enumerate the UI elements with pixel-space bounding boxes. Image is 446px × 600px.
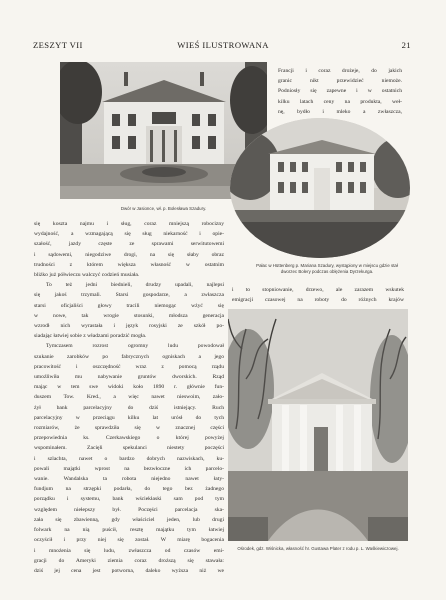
portico-photo	[228, 309, 408, 541]
text-line: mając w tem swe widoki koło 1890 r. głównie fun-	[34, 384, 224, 391]
text-line: żył bank parcelacyjny do dziś istniejący. Ruch	[34, 404, 224, 411]
main-text-column	[34, 219, 224, 576]
middle-line: emigracji czasowej na roboty do różnych krajów	[232, 297, 404, 304]
text-line: powali majątki wprost na bezwłoczne ich parcelo-	[34, 465, 224, 472]
manor-house-caption: Dwór w Jasionce, wł. p. Bolesława Szadury.	[120, 206, 207, 211]
text-line: się koszta najmu i sług, coraz mniejszą robocizny	[34, 221, 224, 227]
text-line: rozmiarów, że sprawdziła się w znacznej części	[34, 425, 224, 432]
journal-title: WIEŚ ILUSTROWANA	[177, 40, 269, 50]
text-line: wzrodł nich wyrastała i język rosyjski ze szkół po-	[34, 323, 224, 330]
text-line: trudności z którem większa własność w ostatnim	[34, 261, 224, 268]
text-line: gracji do Ameryki ziemia coraz droższą się stawała:	[34, 557, 224, 564]
issue-label: ZESZYT VII	[33, 40, 83, 50]
middle-text	[232, 285, 404, 305]
text-line: wanie. Wandalska ta robota niejedno nawet łaty-	[34, 476, 224, 483]
text-line: szałość, jazdy częste ze sprawami serwitutowemi	[34, 241, 224, 248]
text-line: parcelacyjny w przeciągu kilku lat urósł do tych	[34, 414, 224, 421]
text-line: przepowiednia ks. Czerkawskiego o której powyżej	[34, 435, 224, 442]
intro-line: nę, bydło i mleko a zwłaszcza,	[278, 108, 402, 115]
text-line: umożliwiła mu nabywanie gruntów dworskich. Rząd	[34, 374, 224, 381]
text-line: To też jedni biednieli, drudzy upadali, najlepsi	[46, 282, 224, 289]
text-line: względem niełepszy był. Poczęści parcelacja ska-	[34, 506, 224, 513]
palace-image	[230, 118, 410, 258]
intro-line: Podniosły się zapewne i w ostatnich	[278, 88, 402, 95]
text-line: i szlachta, nawet o bardzo dobrych nazwiskach, ku-	[34, 455, 224, 462]
palace-photo	[230, 118, 410, 258]
text-line: duszem Tow. Kred., a więc nawet nieswoim, zało-	[34, 394, 224, 401]
text-line: fundjum na strzępki podarła, do tego bez żadnego	[34, 486, 224, 493]
text-line: szukanie zarobków po fabrycznych ogniskach a jego	[34, 353, 224, 360]
intro-line: Francji i coraz drożeje, do jakich	[278, 68, 402, 74]
text-line: i mnożenia się ludu, zwłaszcza od czasów emi-	[34, 547, 224, 554]
palace-caption: Pałac w Hüttenberg p. Mariana Szadury, wystąpiony w miejscu gdzie stał dworzec Bolery podczas oblężenia Dyrzekurga.	[256, 263, 398, 275]
portico-caption: Ośrodek, gdz. Wiśnicka, własność hr. Gustawa Plater z rodu p. L. Waśkiewiczowej.	[237, 546, 399, 551]
text-line: i sądowemi, niegodziwe drogi, na się słaby obraz	[34, 251, 224, 258]
text-line: bliżko już półwieczu walczyć codzień musiała.	[34, 272, 140, 279]
text-line: wydajność, a wzmagającą się sług niekarność i opie-	[34, 231, 224, 238]
middle-line: i to stopniowanie, drzewo, ale zarazem wskutek	[232, 287, 404, 293]
text-line: wspominałem. Zacięli spekulanci niestety poczęści	[34, 445, 224, 452]
text-line: starsi oficjaliści głowy tracili niemogąc wżyć się	[34, 302, 224, 309]
intro-text	[278, 66, 402, 117]
text-line: się jakoś trzymali. Starsi gospodarze, a zwłaszcza	[34, 292, 224, 299]
intro-line: granic nikt przewidzieć niemoże.	[278, 78, 402, 85]
portico-image	[228, 309, 408, 541]
text-line: porządku i systemu, bank wściekłaski sam pod tym	[34, 496, 224, 503]
intro-line: kilku latach ceny na produkta, weł-	[278, 98, 402, 105]
text-line: siadając łatwiej sobie z władzami poradzić mogła.	[34, 333, 147, 340]
text-line: Tymczasem rozrost ogromny ludu powodował	[46, 343, 224, 350]
text-line: zała się zbawienną, gdy właściciel jeden, lub drugi	[34, 516, 224, 523]
text-line: folwark na nią puścił, resztę majątku tym łatwiej	[34, 527, 224, 534]
page-number: 21	[401, 40, 411, 50]
text-line: pracowitość i oszczędność wraz z pomocą rządu	[34, 363, 224, 370]
text-line: dziś jej cena jest potworna, daleko wyższa niż we	[34, 567, 224, 574]
text-line: oczyścił i przy niej się został. W miarę bogacenia	[34, 537, 224, 544]
text-line: w nowe, tak wrogie stosunki, młodsza generacja	[34, 312, 224, 319]
